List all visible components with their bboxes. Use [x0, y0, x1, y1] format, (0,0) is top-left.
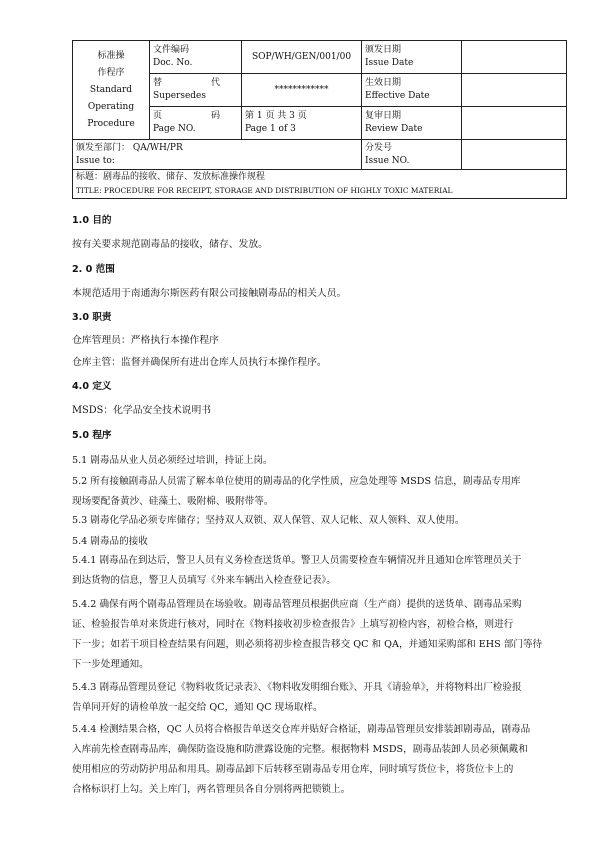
issue-no-label-en: Issue NO. — [365, 155, 410, 166]
issue-to-cn: 颁发至部门： QA/WH/PR — [76, 142, 183, 153]
section-5-heading: 5.0 程序 — [72, 430, 112, 441]
section-1-heading: 1.0 目的 — [72, 215, 112, 226]
page-value-en: Page 1 of 3 — [245, 124, 296, 134]
supersedes-label-cell — [150, 74, 242, 107]
section-1-text: 按有关要求规范剧毒品的接收，储存、发放。 — [72, 239, 268, 250]
section-2-text: 本规范适用于南通海尔斯医药有限公司接触剧毒品的相关人员。 — [72, 288, 347, 299]
section-3-heading: 3.0 职责 — [72, 312, 112, 323]
paragraph-line: 告单同开好的请检单放一起交给 QC，通知 QC 现场取样。 — [72, 702, 323, 713]
supersedes-label-en: Supersedes — [153, 91, 207, 101]
section-3-line-1: 仓库管理员：严格执行本操作程序 — [72, 335, 219, 346]
issue-date-label-cell — [362, 41, 462, 74]
section-4-text: MSDS：化学品安全技术说明书 — [72, 405, 212, 416]
paragraph-line: 使用相应的劳动防护用品和用具。剧毒品卸下后转移至剧毒品专用仓库，同时填写货位卡，将货位卡上的 — [72, 764, 514, 775]
paragraph-line: 5.4 剧毒品的接收 — [72, 536, 148, 547]
supersedes-value: ************ — [242, 74, 362, 107]
effective-date-label-en: Effective Date — [365, 91, 430, 101]
issue-no-label-cn: 分发号 — [365, 142, 393, 153]
paragraph-line: 合格标识打上勾。关上库门，两名管理员各自分别将两把锁锁上。 — [72, 784, 351, 795]
title-en: TITLE: PROCEDURE FOR RECEIPT, STORAGE AND DISTRIBUTION OF HIGHLY TOXIC MATERIAL — [76, 186, 453, 195]
sop-label-line: Standard — [89, 84, 133, 95]
paragraph-line: 5.2 所有接触剧毒品人员需了解本单位使用的剧毒品的化学性质，应急处理等 MSDS 信息，剧毒品专用库 — [72, 476, 521, 487]
supersedes-label-cn-b: 代 — [210, 78, 220, 88]
review-date-label-cn: 复审日期 — [365, 111, 402, 121]
doc-no-value: SOP/WH/GEN/001/00 — [242, 41, 362, 74]
page-value-cn: 第 1 页 共 3 页 — [245, 111, 307, 121]
paragraph-line: 5.3 剧毒化学品必须专库储存；坚持双人双锁、双人保管、双人记帐、双人领料、双人使用。 — [72, 515, 465, 526]
page-value-cell — [242, 107, 362, 140]
section-4-heading: 4.0 定义 — [72, 381, 112, 392]
title-cn: 标题：剧毒品的接收、储存、发放标准操作规程 — [76, 172, 266, 182]
paragraph-line: 5.1 剧毒品从业人员必须经过培训，持证上岗。 — [72, 455, 273, 466]
doc-no-label-cell — [150, 41, 242, 74]
issue-to-cell — [73, 140, 362, 170]
effective-date-label-cn: 生效日期 — [365, 78, 402, 88]
page-label-cell — [150, 107, 242, 140]
paragraph-line: 入库前先检查剧毒品库，确保防盗设施和防泄露设施的完整。根据物料 MSDS，剧毒品装卸人员必须佩戴和 — [72, 744, 528, 755]
doc-no-label-cn: 文件编码 — [153, 45, 190, 55]
paragraph-line: 下一步处理通知。 — [72, 659, 149, 670]
paragraph-line: 5.4.3 剧毒品管理员登记《物料收货记录表》、《物料收发明细台账》、开具《请验单》，并将物料出厂检验报 — [72, 682, 522, 693]
section-2-heading: 2. 0 范围 — [72, 264, 115, 275]
paragraph-line: 证、检验报告单对来货进行核对，同时在《物料接收初步检查报告》上填写初检内容，初检合格，则进行 — [72, 619, 514, 630]
issue-no-value — [462, 140, 567, 170]
sop-label-line: Operating — [87, 101, 135, 112]
sop-label-line: 标准操 — [97, 50, 125, 61]
supersedes-label-cn-a: 替 — [153, 78, 163, 88]
paragraph-5-4 — [72, 532, 566, 552]
paragraph-line: 现场要配备黄沙、硅藻土、吸附棉、吸附带等。 — [72, 496, 274, 507]
doc-no-label-en: Doc. No. — [153, 58, 193, 68]
paragraph-line: 到达货物的信息，警卫人员填写《外来车辆出入检查登记表》。 — [72, 575, 336, 586]
paragraph-line: 5.4.1 剧毒品在到达后，警卫人员有义务检查送货单。警卫人员需要检查车辆情况并且通知仓库管理员关于 — [72, 555, 522, 566]
sop-header-table — [72, 40, 567, 199]
sop-label-line: 作程序 — [97, 67, 125, 78]
paragraph-line: 5.4.4 检测结果合格，QC 人员将合格报告单送交仓库并贴好合格证，剧毒品管理员安排装卸剧毒品，剧毒品 — [72, 724, 531, 735]
issue-date-value — [462, 41, 567, 74]
sop-label-cell — [73, 41, 150, 140]
section-3-line-2: 仓库主管：监督并确保所有进出仓库人员执行本操作程序。 — [72, 357, 327, 368]
paragraph-line: 下一步；如若干项目检查结果有问题，则必须将初步检查报告移交 QC 和 QA，并通知采购部和 EHS 部门等待 — [72, 639, 543, 650]
paragraph-line: 5.4.2 确保有两个剧毒品管理员在场验收。剧毒品管理员根据供应商（生产商）提供的送货单、剧毒品采购 — [72, 599, 522, 610]
issue-to-en: Issue to: — [76, 155, 115, 166]
effective-date-label-cell — [362, 74, 462, 107]
paragraph-5-3 — [72, 511, 566, 531]
paragraph-5-4-4 — [72, 720, 566, 800]
issue-date-label-cn: 颁发日期 — [365, 45, 402, 55]
paragraph-5-4-3 — [72, 678, 566, 718]
page-label-cn-b: 码 — [210, 111, 220, 121]
paragraph-5-4-2 — [72, 595, 566, 675]
paragraph-5-4-1 — [72, 551, 566, 591]
review-date-value — [462, 107, 567, 140]
paragraph-5-1 — [72, 451, 566, 471]
effective-date-value — [462, 74, 567, 107]
sop-label-line: Procedure — [87, 118, 135, 129]
title-cell — [73, 170, 567, 199]
paragraph-5-2 — [72, 472, 566, 512]
page-label-cn-a: 页 — [153, 111, 163, 121]
review-date-label-cell — [362, 107, 462, 140]
review-date-label-en: Review Date — [365, 124, 423, 134]
page-label-en: Page NO. — [153, 124, 196, 134]
issue-no-label-cell — [362, 140, 462, 170]
issue-date-label-en: Issue Date — [365, 58, 414, 68]
